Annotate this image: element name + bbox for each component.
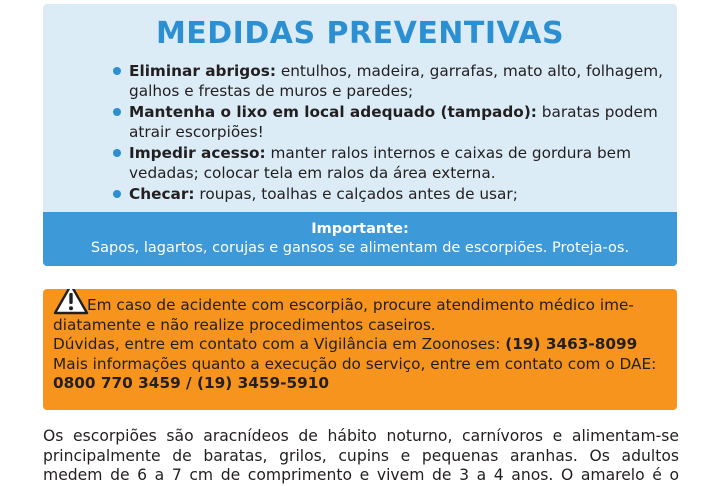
- body-paragraph: [43, 427, 679, 486]
- item-bold: Impedir acesso:: [129, 144, 266, 162]
- warning-line-4: Mais informações quanto a execução do serviço, entre em contato com o DAE:: [53, 354, 657, 373]
- item-text: entulhos, madeira, garrafas, mato alto, folhagem, galhos e frestas de muros e paredes;: [129, 62, 664, 100]
- panel-title: MEDIDAS PREVENTIVAS: [155, 16, 565, 51]
- body-line: medem de 6 a 7 cm de comprimento e vivem de 3 a 4 anos. O amarelo é o: [43, 466, 679, 484]
- item-bold: Mantenha o lixo em local adequado (tampado):: [129, 103, 537, 121]
- body-line: principalmente de baratas, grilos, cupins e pequenas aranhas. Os adultos: [43, 446, 679, 465]
- warning-line-1: Em caso de acidente com escorpião, procure atendimento médico ime-: [87, 296, 634, 314]
- item-text: roupas, toalhas e calçados antes de usar;: [194, 185, 518, 203]
- list-item: [129, 184, 669, 204]
- important-banner: [43, 212, 677, 266]
- item-bold: Checar:: [129, 185, 195, 203]
- list-item: [129, 61, 669, 101]
- item-bold: Eliminar abrigos:: [129, 62, 276, 80]
- warning-panel: [43, 289, 677, 410]
- preventive-measures-panel: [43, 4, 677, 266]
- body-line: Os escorpiões são aracnídeos de hábito noturno, carnívoros e alimentam-se: [43, 427, 679, 445]
- item-text: manter ralos internos e caixas de gordura bem vedadas; colocar tela em ralos da área externa.: [129, 144, 631, 182]
- warning-text: [53, 296, 665, 394]
- warning-line-3: Dúvidas, entre em contato com a Vigilância em Zoonoses:: [53, 335, 506, 353]
- list-item: [129, 143, 669, 183]
- zoonoses-phone: (19) 3463-8099: [505, 335, 638, 353]
- important-title: Importante:: [311, 221, 409, 237]
- list-item: [129, 102, 669, 142]
- important-text: Sapos, lagartos, corujas e gansos se alimentam de escorpiões. Proteja-os.: [90, 240, 630, 256]
- dae-phone: 0800 770 3459 / (19) 3459-5910: [53, 374, 330, 392]
- preventive-list: [129, 61, 669, 205]
- warning-line-2: diatamente e não realize procedimentos caseiros.: [53, 315, 436, 334]
- item-text: baratas podem atrair escorpiões!: [129, 103, 658, 141]
